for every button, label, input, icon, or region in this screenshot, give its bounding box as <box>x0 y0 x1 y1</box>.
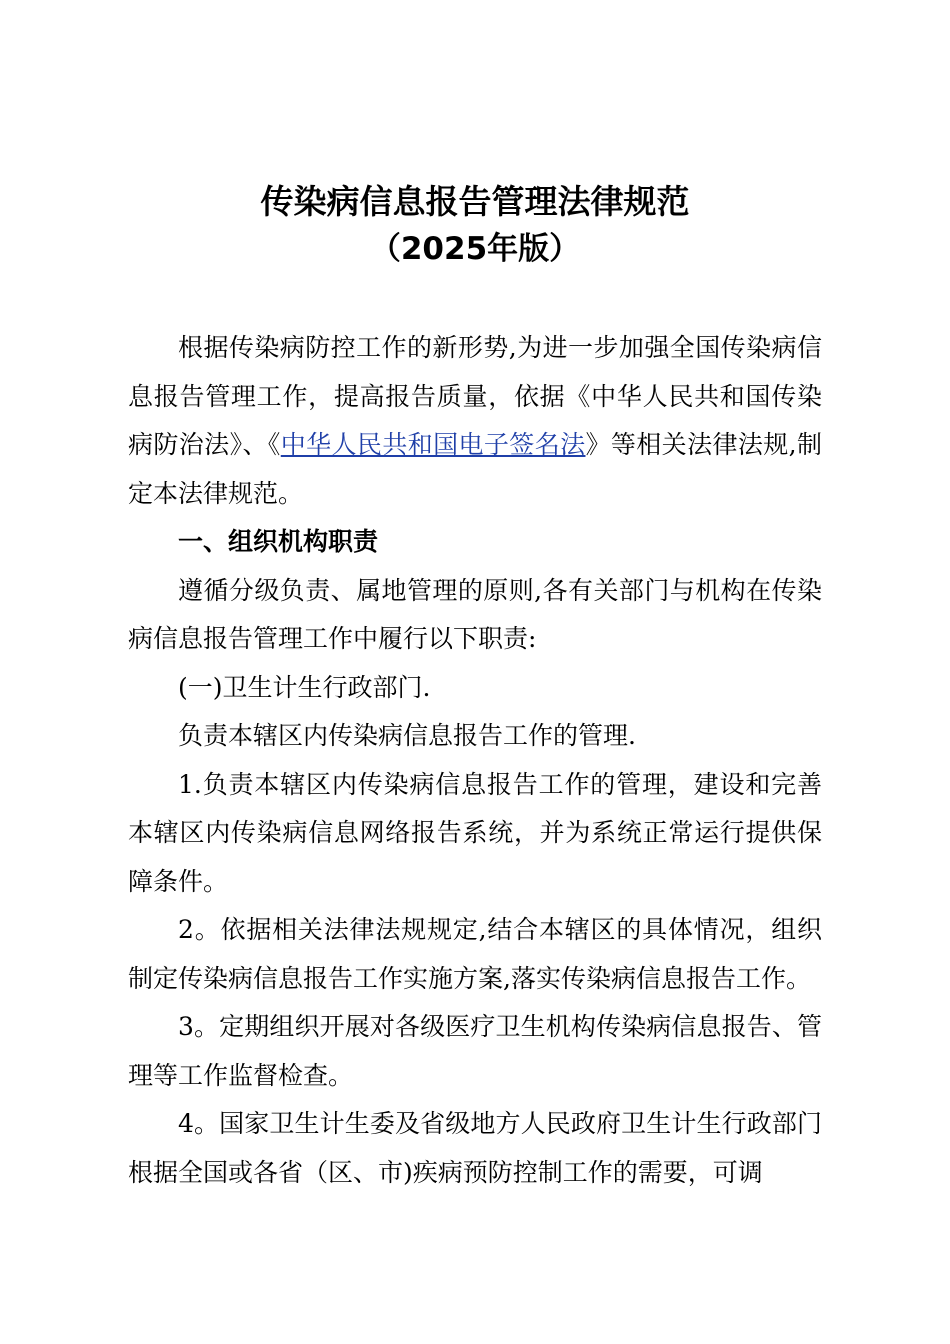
list-item: 3。定期组织开展对各级医疗卫生机构传染病信息报告、管理等工作监督检查。 <box>128 1012 822 1090</box>
electronic-signature-law-link[interactable]: 中华人民共和国电子签名法 <box>280 430 586 459</box>
document-body <box>128 324 822 1197</box>
section-heading: 一、组织机构职责 <box>178 527 379 556</box>
subsection-heading: (一)卫生计生行政部门. <box>178 672 431 702</box>
list-item: 2。依据相关法律法规规定,结合本辖区的具体情况，组织制定传染病信息报告工作实施方案,落实传染病信息报告工作。 <box>128 915 822 993</box>
intro-text-before-link: 根据传染病防控工作的新形势,为进一步加强全国传染病信息报告管理工作，提高报告质量，依据《中华人民共和国传染病防治法》、《 <box>128 333 822 459</box>
section-paragraph: 遵循分级负责、属地管理的原则,各有关部门与机构在传染病信息报告管理工作中履行以下职责: <box>128 575 822 653</box>
title-block <box>0 178 950 272</box>
document-subtitle: （2025年版） <box>369 231 581 267</box>
list-item: 1.负责本辖区内传染病信息报告工作的管理，建设和完善本辖区内传染病信息网络报告系统，并为系统正常运行提供保障条件。 <box>128 769 822 896</box>
document-title: 传染病信息报告管理法律规范 <box>260 182 690 221</box>
intro-text-after-link: 》等相关法律法规,制定本法律规范。 <box>128 430 822 508</box>
subsection-intro: 负责本辖区内传染病信息报告工作的管理. <box>178 721 636 750</box>
intro-paragraph <box>128 324 822 518</box>
list-item: 4。国家卫生计生委及省级地方人民政府卫生计生行政部门根据全国或各省（区、市)疾病预防控制工作的需要，可调 <box>128 1109 822 1187</box>
